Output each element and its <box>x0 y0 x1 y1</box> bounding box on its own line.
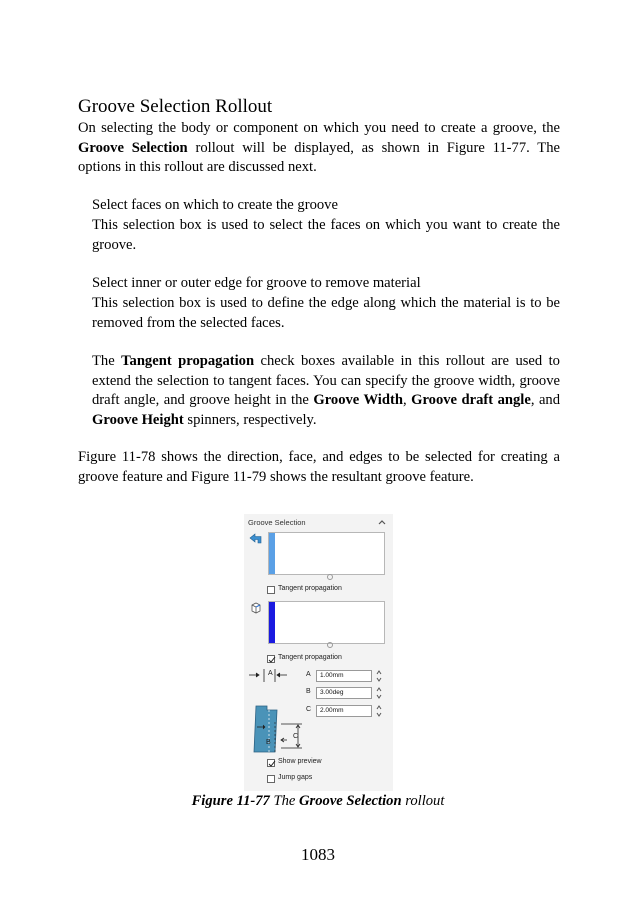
intro-bold: Groove Selection <box>78 139 188 156</box>
item-1-body: This selection box is used to select the faces on which you want to create the groove. <box>92 217 560 253</box>
tangent-paragraph <box>92 352 560 430</box>
edge-selection-bar <box>269 602 275 643</box>
intro-paragraph <box>78 119 560 178</box>
caption-text-1: The <box>269 793 300 809</box>
edge-select-icon <box>250 602 261 614</box>
item-1-title: Select faces on which to create the groove <box>92 197 338 213</box>
show-preview-checkbox[interactable] <box>267 759 275 767</box>
item-2-body: This selection box is used to define the edge along which the material is to be removed from the selected faces. <box>92 295 560 331</box>
tangent-bold-3: Groove draft angle <box>411 392 531 408</box>
edge-selection-handle[interactable] <box>327 642 333 648</box>
tangent-propagation-checkbox-2[interactable] <box>267 655 275 663</box>
diagram-label-b: B <box>266 739 271 746</box>
tangent-bold-4: Groove Height <box>92 411 184 428</box>
spinner-a-label: A <box>306 671 311 678</box>
groove-width-spinner[interactable]: 1.00mm <box>316 670 372 682</box>
edge-selection-box[interactable] <box>268 601 385 644</box>
diagram-label-c: C <box>293 733 299 740</box>
groove-height-spin-arrows-icon[interactable] <box>375 704 383 718</box>
figure-paragraph: Figure 11-78 shows the direction, face, and edges to be selected for creating a groove feature and Figure 11-79 shows the resultant groove feature. <box>78 449 560 485</box>
groove-draft-angle-spinner[interactable]: 3.00deg <box>316 687 372 699</box>
faces-selection-handle[interactable] <box>327 574 333 580</box>
item-2-title: Select inner or outer edge for groove to remove material <box>92 275 421 291</box>
tangent-bold-1: Tangent propagation <box>121 353 255 369</box>
tangent-propagation-checkbox-1[interactable] <box>267 586 275 594</box>
intro-text-1: On selecting the body or component on which you need to create a groove, the <box>78 120 560 136</box>
tangent-propagation-label-2: Tangent propagation <box>278 654 342 661</box>
rollout-title: Groove Selection <box>248 518 306 527</box>
spinner-b-label: B <box>306 688 311 695</box>
tangent-propagation-label-1: Tangent propagation <box>278 585 342 592</box>
collapse-chevron-icon[interactable] <box>377 517 387 527</box>
tangent-text-2: check boxes available in this rollout are used to extend the selection to tangent faces. You can specify the groove width, groove draft angle, and groove height in the <box>92 353 560 408</box>
figure-caption <box>0 793 636 810</box>
groove-selection-rollout <box>244 514 393 791</box>
tangent-text-3: , <box>402 392 412 408</box>
tangent-text-5: spinners, respectively. <box>183 411 317 428</box>
groove-dimension-diagram <box>247 666 305 754</box>
tangent-text-1: The <box>92 353 122 369</box>
caption-figure-number: Figure 11-77 <box>191 793 270 809</box>
spinner-c-label: C <box>306 706 312 713</box>
intro-text-2: rollout will be displayed, as shown in Figure 11-77. The options in this rollout are discussed next. <box>78 139 560 175</box>
diagram-label-a: A <box>268 670 273 677</box>
groove-height-spinner[interactable]: 2.00mm <box>316 705 372 717</box>
caption-text-2: rollout <box>401 793 445 809</box>
faces-selection-bar <box>269 533 275 574</box>
tangent-text-4: , and <box>530 392 561 408</box>
jump-gaps-checkbox[interactable] <box>267 775 275 783</box>
tangent-bold-2: Groove Width <box>313 392 403 408</box>
caption-bold: Groove Selection <box>299 793 402 809</box>
section-heading: Groove Selection Rollout <box>78 96 273 117</box>
direction-arrow-icon <box>249 533 263 545</box>
page-number: 1083 <box>301 845 335 864</box>
faces-selection-box[interactable] <box>268 532 385 575</box>
groove-width-spin-arrows-icon[interactable] <box>375 669 383 683</box>
jump-gaps-label: Jump gaps <box>278 774 313 781</box>
groove-draft-angle-spin-arrows-icon[interactable] <box>375 686 383 700</box>
show-preview-label: Show preview <box>278 758 322 765</box>
